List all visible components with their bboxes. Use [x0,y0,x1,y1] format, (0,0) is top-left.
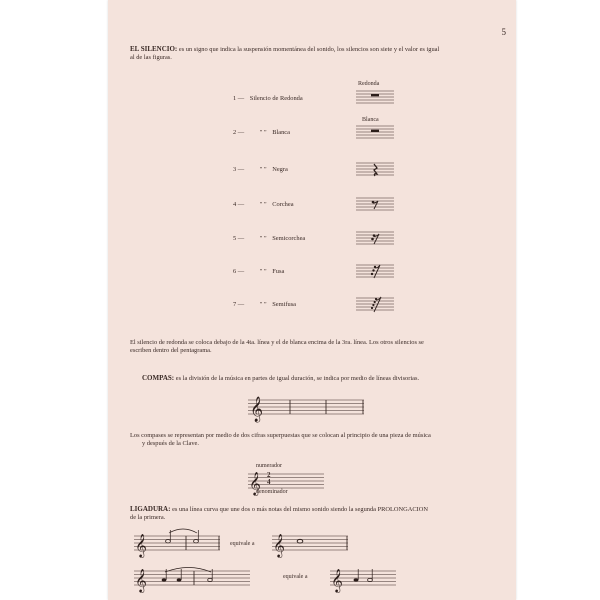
rest-name: Blanca [272,129,290,136]
rest-ditto: " " [259,268,267,275]
staff-fusa-rest [356,265,396,281]
silencio-note [130,339,500,355]
blanca-label: Blanca [362,117,379,123]
blanca-rest-icon [371,130,379,132]
silencio-heading: EL SILENCIO: [130,45,178,53]
rest-ditto: " " [259,301,267,308]
compases-line1: Los compases se representan por medio de dos cifras superpuestas que se colocan al principio de una pieza de música [130,432,431,439]
rest-num: 5 — [233,235,245,242]
numerador-label: numerador [256,463,282,469]
rest-ditto: " " [259,166,267,173]
rest-name: Negra [272,166,288,173]
staff-redonda-rest [356,91,396,107]
rest-row-3 [233,166,288,173]
compas-heading: COMPAS: [142,374,175,382]
denominador-label: denominador [256,489,288,495]
treble-clef-icon: 𝄞 [273,533,285,557]
treble-clef-icon: 𝄞 [331,568,343,592]
compases-paragraph [130,432,500,448]
equivale-label-2: equivale a [283,574,308,580]
whole-note-icon [297,539,303,543]
rest-num: 4 — [233,201,245,208]
rest-row-7 [233,301,296,308]
rest-row-5 [233,235,305,242]
staff-negra-rest [356,163,396,179]
rest-row-1 [233,95,303,102]
book-page [108,0,516,600]
compas-text: es la división de la música en partes de igual duración, se indica por medio de líneas divisorias. [175,375,420,382]
time-sig-bottom: 4 [267,478,271,486]
treble-clef-icon: 𝄞 [249,471,261,495]
staff-corchea-rest [356,198,396,214]
rest-row-4 [233,201,294,208]
rest-num: 2 — [233,129,245,136]
rest-ditto: " " [259,201,267,208]
time-signature-staff [248,471,328,495]
time-sig-top: 2 [267,471,271,479]
tie-icon [169,529,197,533]
rest-num: 7 — [233,301,245,308]
redonda-rest-icon [371,94,379,96]
compases-line2: y después de la Clave. [142,440,199,448]
redonda-label: Redonda [358,81,380,87]
rest-row-2 [233,129,290,136]
silencio-text-line1: es un signo que indica la suspensión momentánea del sonido, los silencios son siete y el valor es igual [178,46,440,53]
ligadura-heading: LIGADURA: [130,505,171,513]
ligadura-paragraph [130,505,502,522]
ligadura-result-staff-1 [272,528,352,558]
silencio-note-line2: escriben dentro del pentagrama. [130,347,212,355]
ligadura-text-line2: de la primera. [130,514,166,522]
rest-row-6 [233,268,284,275]
treble-clef-icon: 𝄞 [250,397,264,422]
ligadura-staff-2 [134,563,254,593]
rest-name: Fusa [272,268,285,275]
staff-semicorchea-rest [356,232,396,248]
tie-icon [165,568,211,573]
silencio-text-line2: al de las figuras. [130,54,172,62]
compas-paragraph [142,374,502,383]
page-number: 5 [501,27,506,37]
ligadura-result-staff-2 [330,563,400,593]
rest-ditto: " " [259,129,267,136]
staff-semifusa-rest [356,298,396,314]
ligadura-staff-1 [134,528,224,558]
equivale-label-1: equivale a [230,541,255,547]
rest-name: Silencio de Redonda [249,95,303,102]
treble-clef-icon: 𝄞 [135,533,147,557]
rest-name: Semicorchea [272,235,306,242]
compas-staff [248,396,368,426]
treble-clef-icon: 𝄞 [135,568,147,592]
rest-name: Semifusa [272,301,297,308]
silencio-paragraph [130,45,492,62]
staff-blanca-rest [356,126,396,142]
rest-num: 3 — [233,166,245,173]
ligadura-text-line1: es una línea curva que une dos o más notas del mismo sonido siendo la segunda PROLONGACION [172,506,429,513]
rest-num: 1 — [233,95,245,102]
time-signature [267,472,271,486]
rest-name: Corchea [272,201,294,208]
rest-ditto: " " [259,235,267,242]
rest-num: 6 — [233,268,245,275]
silencio-note-line1: El silencio de redonda se coloca debajo de la 4ta. línea y el de blanca encima de la 3ra. línea. Los otros silencios se [130,339,424,346]
